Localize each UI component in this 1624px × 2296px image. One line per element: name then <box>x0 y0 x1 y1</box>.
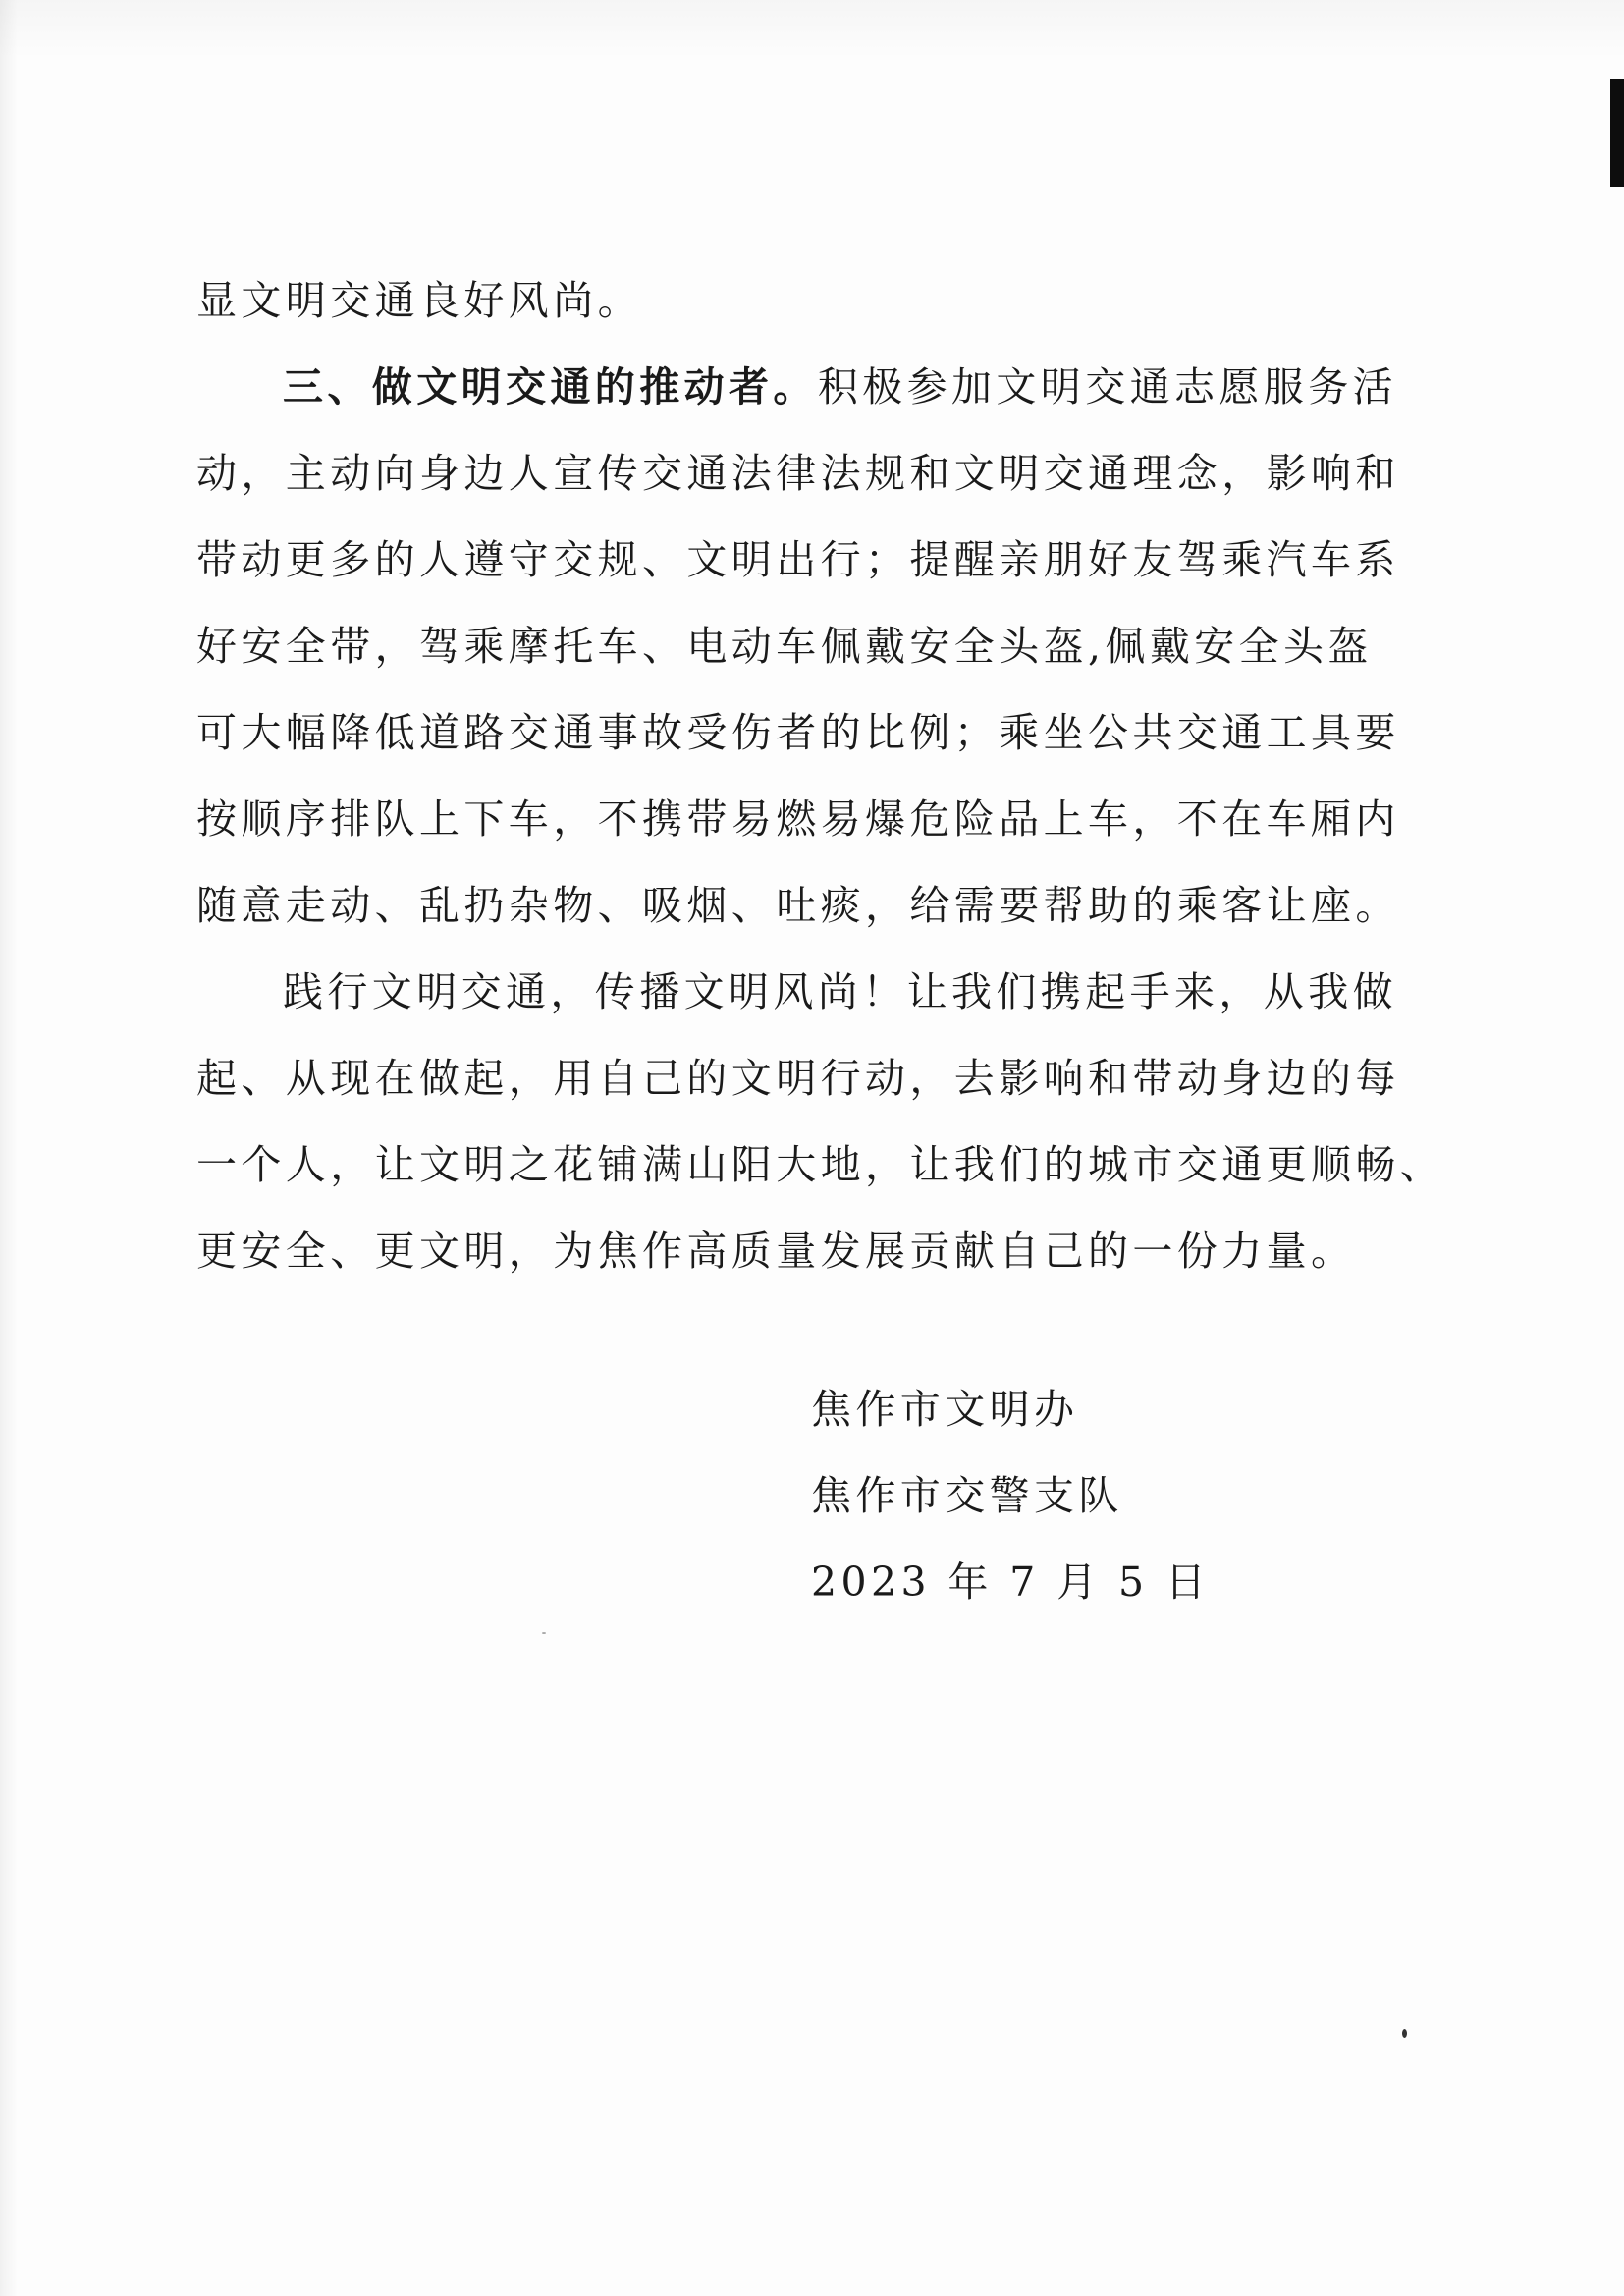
scan-shadow <box>0 0 18 2296</box>
text-line <box>196 357 1398 416</box>
text-line: 好安全带，驾乘摩托车、电动车佩戴安全头盔,佩戴安全头盔 <box>196 623 1373 670</box>
text-line: 带动更多的人遵守交规、文明出行；提醒亲朋好友驾乘汽车系 <box>196 536 1400 583</box>
section-heading: 三、做文明交通的推动者。 <box>283 363 818 410</box>
scan-shadow-top <box>0 0 1624 59</box>
scan-speck <box>1402 2029 1407 2038</box>
text-line: 践行文明交通，传播文明风尚！让我们携起手来，从我做 <box>283 968 1397 1015</box>
text-line: 一个人，让文明之花铺满山阳大地，让我们的城市交通更顺畅、 <box>196 1141 1445 1188</box>
text-run: 积极参加文明交通志愿服务活 <box>817 363 1398 410</box>
scan-speck <box>542 1632 546 1634</box>
text-line: 起、从现在做起，用自己的文明行动，去影响和带动身边的每 <box>196 1055 1400 1102</box>
text-line: 动，主动向身边人宣传交通法律法规和文明交通理念，影响和 <box>196 450 1400 497</box>
text-line: 按顺序排队上下车，不携带易燃易爆危险品上车，不在车厢内 <box>196 795 1400 843</box>
signature-date: 2023 年 7 月 5 日 <box>811 1558 1211 1606</box>
signature-org-1: 焦作市文明办 <box>811 1386 1079 1433</box>
signature-org-2: 焦作市交警支队 <box>811 1472 1123 1519</box>
body-text <box>196 271 1445 1308</box>
text-line: 显文明交通良好风尚。 <box>196 277 642 324</box>
text-line: 更安全、更文明，为焦作高质量发展贡献自己的一份力量。 <box>196 1228 1356 1275</box>
signature-block <box>811 1380 1302 1639</box>
scan-edge-mark <box>1610 79 1624 187</box>
text-line: 随意走动、乱扔杂物、吸烟、吐痰，给需要帮助的乘客让座。 <box>196 882 1400 929</box>
text-line: 可大幅降低道路交通事故受伤者的比例；乘坐公共交通工具要 <box>196 709 1400 756</box>
